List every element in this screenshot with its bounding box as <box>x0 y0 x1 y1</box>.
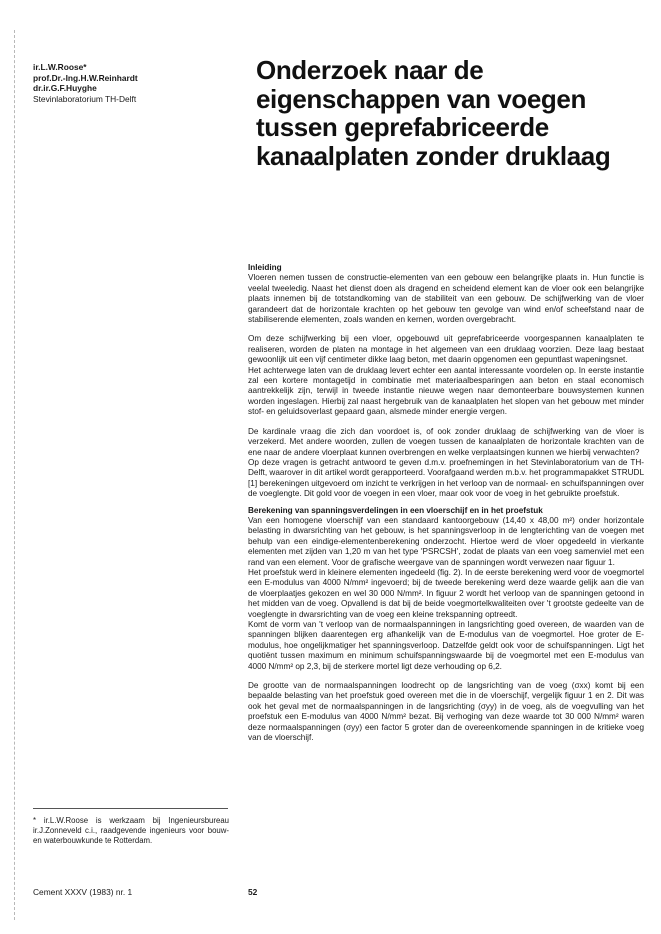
body-paragraph: Op deze vragen is getracht antwoord te geven d.m.v. proefnemingen in het Stevinlaboratorium van de TH-Delft, waarover in dit artikel wordt gerapporteerd. Voorafgaand werden m.b.v. het programmapakket STRUDL [1] berekeningen uitgevoerd om inzicht te verkrijgen in het verloop van de normaal- en schuifspanningen over de voeglengte. Dit gold voor de voegen in een vloer, maar ook voor de voeg in het gebruikte proefstuk. <box>248 457 644 499</box>
title-line: eigenschappen van voegen <box>256 83 586 114</box>
body-paragraph: Van een homogene vloerschijf van een standaard kantoorgebouw (14,40 x 48,00 m²) onder horizontale belasting in dwarsrichting van het gebouw, is het spanningsverloop in de lengterichting van de voegen met behulp van een eindige-elementenberekening onderzocht. Hiertoe werd de vloer opgedeeld in vierkante elementen met zijden van 1,20 m van het type 'PSRCSH', zodat de plaats van een voeg samenviel met een rand van een element. Voor de grafische weergave van de spanningen wordt verwezen naar figuur 1. <box>248 515 644 567</box>
author-footnote: * ir.L.W.Roose is werkzaam bij Ingenieursbureau ir.J.Zonneveld c.i., raadgevende ingenieurs voor bouw- en waterbouwkunde te Rotterdam. <box>33 816 229 845</box>
body-paragraph: De grootte van de normaalspanningen loodrecht op de langsrichting van de voeg (σxx) komt bij een bepaalde belasting van het proefstuk goed overeen met die in de vloerschijf, vergelijk figuur 1 en 2. Dit was ook het geval met de normaalspanningen in de langsrichting (σyy) in de voeg, als de voegvulling van het proefstuk een E-modulus van 4000 N/mm² bezat. Bij verhoging van deze waarde tot 30 000 N/mm² waren deze normaalspanningen (σyy) een factor 5 groter dan de overeenkomende spanningen in de kritieke voeg van de vloerschijf. <box>248 681 644 743</box>
title-line: tussen geprefabriceerde <box>256 112 549 142</box>
section-heading-berekening: Berekening van spanningsverdelingen in een vloerschijf en in het proefstuk <box>248 505 543 515</box>
author-block <box>33 62 233 104</box>
title-line: kanaalplaten zonder druklaag <box>256 140 611 171</box>
body-paragraph: De kardinale vraag die zich dan voordoet is, of ook zonder druklaag de schijfwerking van de vloer is verzekerd. Met andere woorden, zullen de voegen tussen de kanaalplaten de horizontale krachten van de ene naar de andere vloerplaat kunnen overbrengen en welke verplaatsingen kunnen we hierbij verwachten? <box>248 426 644 457</box>
footnote-divider <box>33 808 228 809</box>
page-number: 52 <box>248 887 258 897</box>
author-name: dr.ir.G.F.Huyghe <box>33 83 97 94</box>
body-paragraph: Om deze schijfwerking bij een vloer, opgebouwd uit geprefabriceerde voorgespannen kanaalplaten te realiseren, worden de platen na montage in het algemeen van een druklaag voorzien. Deze laag bestaat gewoonlijk uit een vijf centimeter dikke laag beton, met daarin opgenomen een gepuntlast wapeningsnet. <box>248 334 644 365</box>
author-name: prof.Dr.-Ing.H.W.Reinhardt <box>33 72 138 83</box>
margin-dashed-line <box>14 30 15 920</box>
body-paragraph: Het proefstuk werd in kleinere elementen ingedeeld (fig. 2). In de eerste berekening werd voor de voegmortel een E-modulus van 4000 N/mm² ingevoerd; bij de tweede berekening werd deze waarde gelijk aan die van de vloerplaatjes gekozen en wel 30 000 N/mm². In figuur 2 wordt het verloop van de spanningen getoond in het midden van de voeg. Opvallend is dat bij de beide voegmortelkwaliteiten over 't grootste gedeelte van de voeglengte in dwarsrichting van de voeg een kleine trekspanning optreedt. <box>248 567 644 619</box>
body-paragraph: Het achterwege laten van de druklaag levert echter een aantal interessante voordelen op. In eerste instantie zal een kortere montagetijd in combinatie met materiaalbesparingen aan beton en staal economisch aantrekkelijk zijn, terwijl in tweede instantie nieuwe wegen naar demonteerbare bouwsystemen kunnen worden ingeslagen. Hierbij zal naast hergebruik van de kanaalplaten het slopen van het gebouw met minder stof- en geluidsoverlast gepaard gaan, alsmede minder energie vergen. <box>248 365 644 417</box>
section-heading-inleiding: Inleiding <box>248 263 282 272</box>
article-title <box>256 56 656 170</box>
article-body <box>248 263 644 743</box>
body-paragraph: Vloeren nemen tussen de constructie-elementen van een gebouw een belangrijke plaats in. Hun functie is veelal tweeledig. Naast het dienst doen als dragend en scheidend element kan de vloer ook een belangrijke plaats innemen bij de totstandkoming van de stabiliteit van een gebouw. De schijfwerking van de vloer garandeert dat de horizontale krachten op het gebouw ten gevolge van wind en/of scheefstand naar de stabiliserende elementen, zoals wanden en kernen, worden overgebracht. <box>248 273 644 325</box>
journal-citation: Cement XXXV (1983) nr. 1 <box>33 887 133 897</box>
title-line: Onderzoek naar de <box>256 55 484 85</box>
author-name: ir.L.W.Roose* <box>33 62 87 72</box>
author-affiliation: Stevinlaboratorium TH-Delft <box>33 93 137 104</box>
body-paragraph: Komt de vorm van 't verloop van de normaalspanningen in langsrichting goed overeen, de waarden van de spanningen blijken daarentegen erg afhankelijk van de E-modulus van de voegmortel. Hoe groter de E-modulus, hoe ongelijkmatiger het spanningsverloop. Datzelfde geldt ook voor de schuifspanningen. Ligt het quotiënt tussen maximum en minimum schuifspanningswaarde bij de voegmortel met een E-modulus van 4000 N/mm² op 2,3, bij de sterkere mortel ligt deze verhouding op 6,2. <box>248 620 644 671</box>
